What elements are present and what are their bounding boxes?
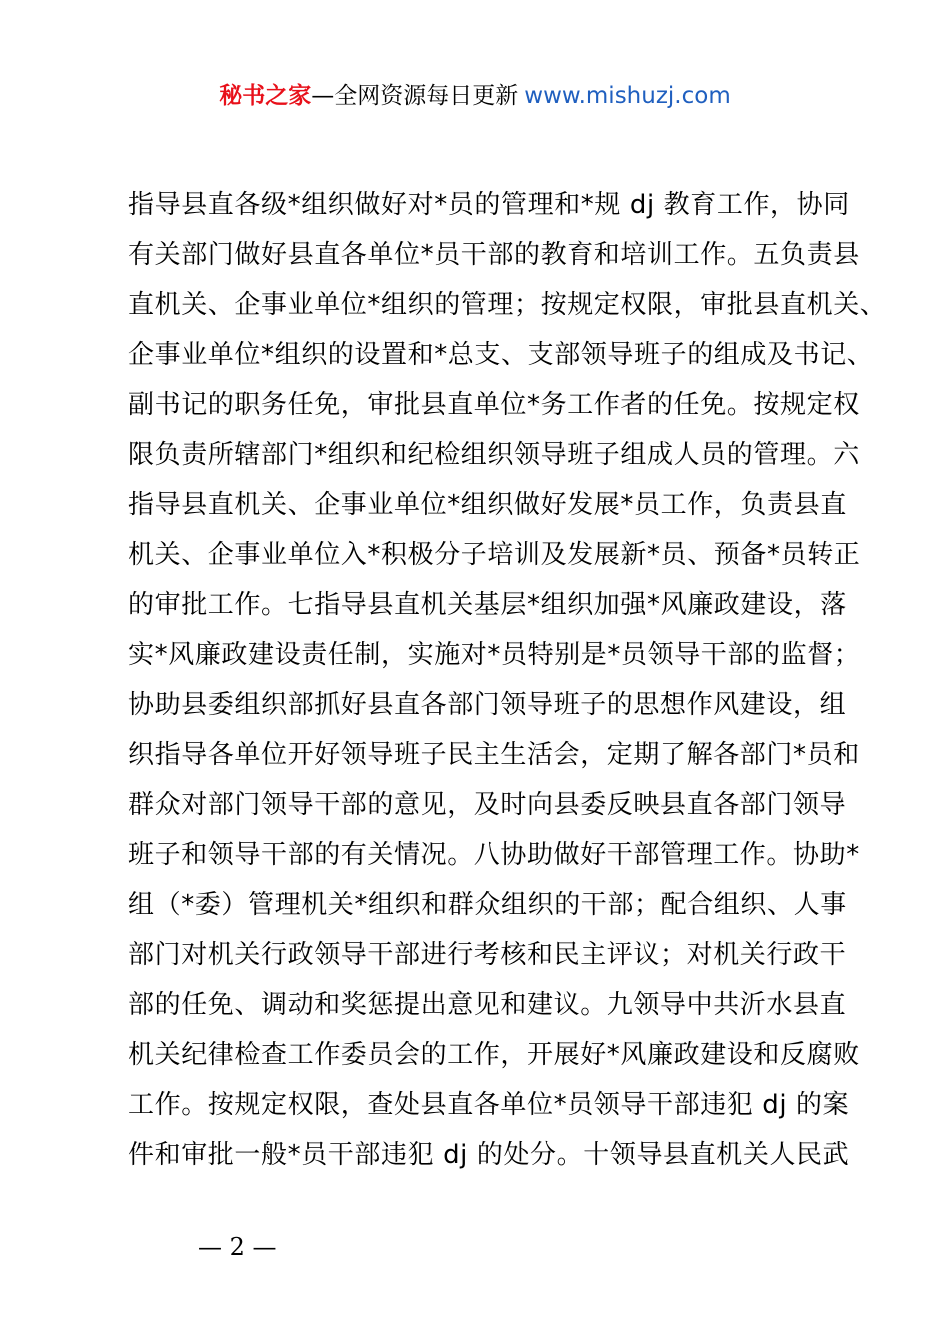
site-url[interactable]: www.mishuzj.com (524, 83, 731, 109)
body-line: 企事业单位*组织的设置和*总支、支部领导班子的组成及书记、 (128, 340, 874, 370)
body-line: 实*风廉政建设责任制，实施对*员特别是*员领导干部的监督； (128, 640, 861, 670)
body-line: 件和审批一般*员干部违犯 dj 的处分。十领导县直机关人民武 (128, 1140, 850, 1170)
body-line: 机关纪律检查工作委员会的工作，开展好*风廉政建设和反腐败 (128, 1040, 860, 1070)
body-line: 协助县委组织部抓好县直各部门领导班子的思想作风建设，组 (128, 690, 847, 720)
body-line: 组（*委）管理机关*组织和群众组织的干部；配合组织、人事 (128, 890, 847, 920)
header-tagline: —全网资源每日更新 (311, 83, 519, 109)
body-line: 工作。按规定权限，查处县直各单位*员领导干部违犯 dj 的案 (128, 1090, 850, 1120)
brand-name: 秘书之家 (219, 83, 312, 109)
body-line: 班子和领导干部的有关情况。八协助做好干部管理工作。协助* (128, 840, 860, 870)
body-line: 指导县直机关、企事业单位*组织做好发展*员工作，负责县直 (128, 490, 847, 520)
body-line: 指导县直各级*组织做好对*员的管理和*规 dj 教育工作，协同 (128, 190, 850, 220)
body-line: 的审批工作。七指导县直机关基层*组织加强*风廉政建设，落 (128, 590, 847, 620)
body-line: 机关、企事业单位入*积极分子培训及发展新*员、预备*员转正 (128, 540, 861, 570)
page-number: — 2 — (198, 1233, 277, 1261)
body-line: 织指导各单位开好领导班子民主生活会，定期了解各部门*员和 (128, 740, 860, 770)
document-body (128, 180, 887, 1180)
body-line: 部门对机关行政领导干部进行考核和民主评议；对机关行政干 (128, 940, 847, 970)
body-line: 直机关、企事业单位*组织的管理；按规定权限，审批县直机关、 (128, 290, 887, 320)
body-line: 限负责所辖部门*组织和纪检组织领导班子组成人员的管理。六 (128, 440, 860, 470)
body-line: 有关部门做好县直各单位*员干部的教育和培训工作。五负责县 (128, 240, 860, 270)
body-line: 部的任免、调动和奖惩提出意见和建议。九领导中共沂水县直 (128, 990, 847, 1020)
site-header (0, 80, 950, 112)
body-line: 副书记的职务任免，审批县直单位*务工作者的任免。按规定权 (128, 390, 860, 420)
body-line: 群众对部门领导干部的意见，及时向县委反映县直各部门领导 (128, 790, 847, 820)
